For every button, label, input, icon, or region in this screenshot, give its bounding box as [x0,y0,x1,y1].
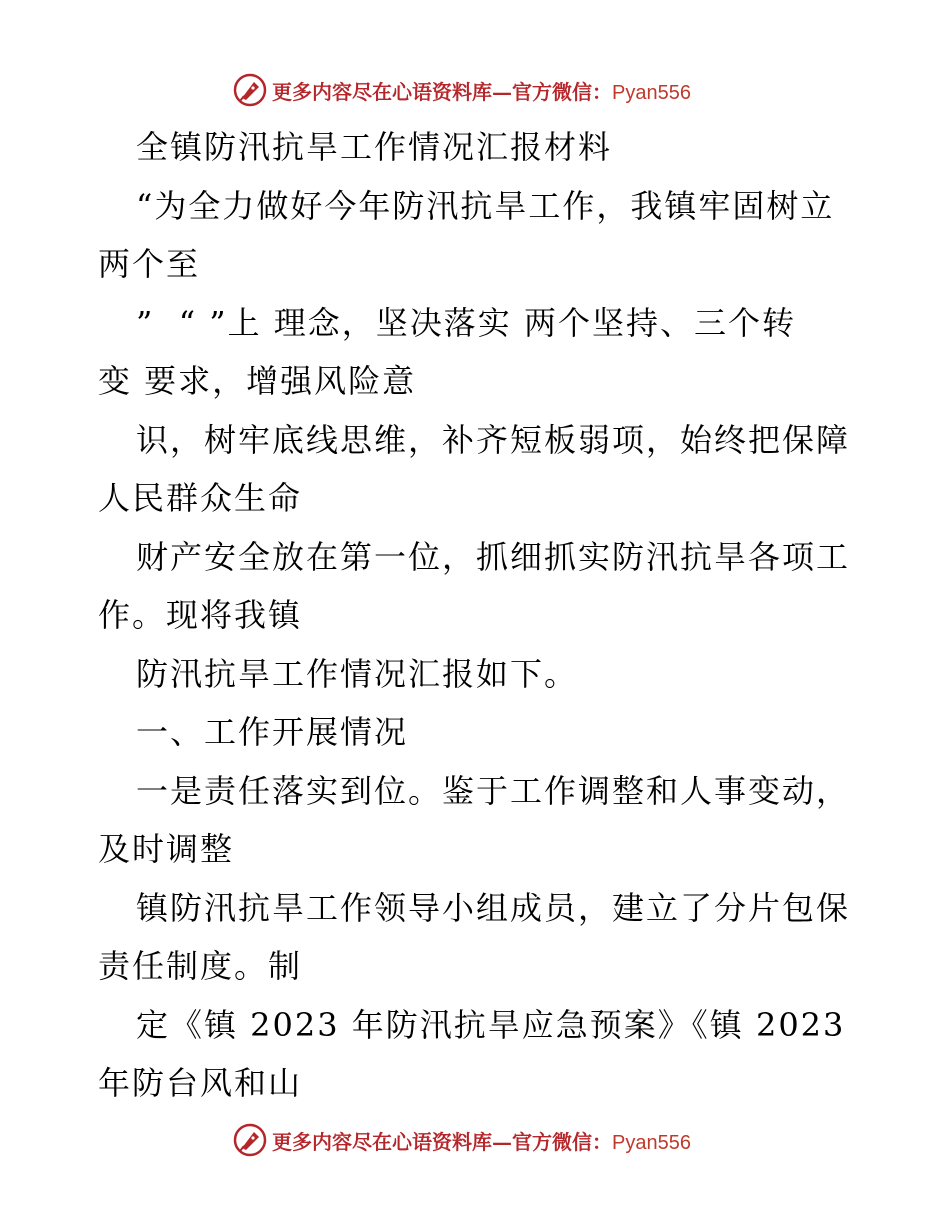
document-title: 全镇防汛抗旱工作情况汇报材料 [136,128,613,166]
text-line: 识，树牢底线思维，补齐短板弱项，始终把保障 [136,420,851,459]
footer-watermark [232,1122,691,1158]
document-body [98,118,853,1113]
text-line: 及时调整 [98,830,235,868]
text-line: 人民群众生命 [98,479,303,517]
text-line: 责任制度。制 [98,947,303,985]
watermark-text: 更多内容尽在心语资料库—官方微信：Pyan556 [272,79,691,104]
text-line: 两个至 [98,245,201,283]
text-line: 一、工作开展情况 [136,713,409,751]
pen-nib-logo-icon [232,72,268,108]
text-line: 镇防汛抗旱工作领导小组成员，建立了分片包保 [136,888,851,927]
watermark-text: 更多内容尽在心语资料库—官方微信：Pyan556 [272,1129,691,1154]
text-line: “为全力做好今年防汛抗旱工作，我镇牢固树立 [136,186,835,225]
text-line: 定《镇 2023 年防汛抗旱应急预案》《镇 2023 [136,1005,846,1044]
text-line: 财产安全放在第一位，抓细抓实防汛抗旱各项工 [136,537,851,576]
header-watermark [232,72,691,108]
text-line: 变 要求，增强风险意 [98,362,417,400]
text-line: 作。现将我镇 [98,596,303,634]
text-line: 防汛抗旱工作情况汇报如下。 [136,654,579,693]
text-line: 一是责任落实到位。鉴于工作调整和人事变动， [136,771,851,810]
pen-nib-logo-icon [232,1122,268,1158]
text-line: ” “ ”上 理念，坚决落实 两个坚持、三个转 [136,303,796,342]
text-line: 年防台风和山 [98,1064,303,1102]
